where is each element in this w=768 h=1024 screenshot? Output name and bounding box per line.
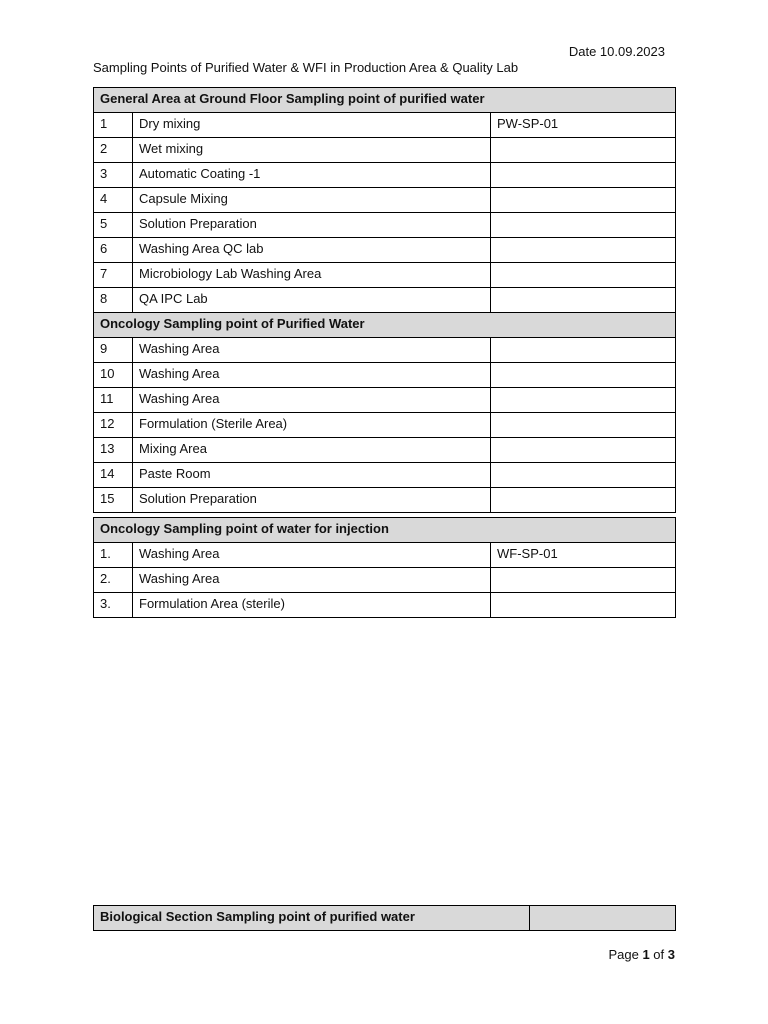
table-row xyxy=(94,163,676,188)
row-number-cell: 8 xyxy=(94,288,133,313)
sampling-code-cell xyxy=(491,488,676,513)
table-row xyxy=(94,488,676,513)
row-number-cell: 14 xyxy=(94,463,133,488)
area-name-cell: Automatic Coating -1 xyxy=(133,163,491,188)
table-row xyxy=(94,288,676,313)
area-name-cell: Formulation Area (sterile) xyxy=(133,593,491,618)
wfi-sampling-table xyxy=(93,517,676,618)
table-row xyxy=(94,568,676,593)
table-row xyxy=(94,138,676,163)
row-number-cell: 3 xyxy=(94,163,133,188)
table-section-header xyxy=(94,88,676,113)
table-section-header xyxy=(94,906,676,931)
table-row xyxy=(94,213,676,238)
sampling-code-cell xyxy=(491,263,676,288)
area-name-cell: Washing Area xyxy=(133,363,491,388)
area-name-cell: Mixing Area xyxy=(133,438,491,463)
area-name-cell: Washing Area xyxy=(133,338,491,363)
table-row xyxy=(94,463,676,488)
sampling-code-cell xyxy=(491,438,676,463)
row-number-cell: 2 xyxy=(94,138,133,163)
row-number-cell: 5 xyxy=(94,213,133,238)
row-number-cell: 2. xyxy=(94,568,133,593)
sampling-code-cell xyxy=(491,463,676,488)
area-name-cell: Wet mixing xyxy=(133,138,491,163)
table-row xyxy=(94,543,676,568)
area-name-cell: Washing Area QC lab xyxy=(133,238,491,263)
page-number: 1 xyxy=(642,947,650,962)
page-total: 3 xyxy=(667,947,675,962)
row-number-cell: 10 xyxy=(94,363,133,388)
purified-water-sampling-table xyxy=(93,87,676,513)
area-name-cell: Capsule Mixing xyxy=(133,188,491,213)
section-title-oncology-wfi: Oncology Sampling point of water for injection xyxy=(94,518,676,543)
area-name-cell: Washing Area xyxy=(133,568,491,593)
area-name-cell: Formulation (Sterile Area) xyxy=(133,413,491,438)
row-number-cell: 6 xyxy=(94,238,133,263)
sampling-code-cell xyxy=(491,138,676,163)
row-number-cell: 11 xyxy=(94,388,133,413)
section-title-general-area: General Area at Ground Floor Sampling point of purified water xyxy=(94,88,676,113)
table-row xyxy=(94,113,676,138)
table-row xyxy=(94,413,676,438)
table-row xyxy=(94,238,676,263)
row-number-cell: 13 xyxy=(94,438,133,463)
area-name-cell: QA IPC Lab xyxy=(133,288,491,313)
area-name-cell: Dry mixing xyxy=(133,113,491,138)
document-title: Sampling Points of Purified Water & WFI in Production Area & Quality Lab xyxy=(93,60,519,75)
table-row xyxy=(94,338,676,363)
sampling-code-cell xyxy=(491,238,676,263)
row-number-cell: 1 xyxy=(94,113,133,138)
table-cell-empty xyxy=(530,906,676,931)
sampling-code-cell: PW-SP-01 xyxy=(491,113,676,138)
sampling-code-cell: WF-SP-01 xyxy=(491,543,676,568)
sampling-code-cell xyxy=(491,363,676,388)
table-row xyxy=(94,188,676,213)
table-section-header xyxy=(94,518,676,543)
area-name-cell: Microbiology Lab Washing Area xyxy=(133,263,491,288)
area-name-cell: Paste Room xyxy=(133,463,491,488)
of-label: of xyxy=(653,947,665,962)
sampling-code-cell xyxy=(491,413,676,438)
document-date: Date 10.09.2023 xyxy=(568,44,665,59)
row-number-cell: 7 xyxy=(94,263,133,288)
sampling-code-cell xyxy=(491,188,676,213)
row-number-cell: 12 xyxy=(94,413,133,438)
area-name-cell: Solution Preparation xyxy=(133,213,491,238)
area-name-cell: Solution Preparation xyxy=(133,488,491,513)
section-title-oncology-purified: Oncology Sampling point of Purified Water xyxy=(94,313,676,338)
row-number-cell: 15 xyxy=(94,488,133,513)
table-row xyxy=(94,593,676,618)
sampling-code-cell xyxy=(491,388,676,413)
table-row xyxy=(94,438,676,463)
row-number-cell: 9 xyxy=(94,338,133,363)
page-label: Page xyxy=(608,947,639,962)
area-name-cell: Washing Area xyxy=(133,388,491,413)
sampling-code-cell xyxy=(491,593,676,618)
sampling-code-cell xyxy=(491,213,676,238)
row-number-cell: 3. xyxy=(94,593,133,618)
sampling-code-cell xyxy=(491,338,676,363)
area-name-cell: Washing Area xyxy=(133,543,491,568)
table-section-header xyxy=(94,313,676,338)
table-row xyxy=(94,388,676,413)
sampling-code-cell xyxy=(491,288,676,313)
table-row xyxy=(94,363,676,388)
section-title-biological: Biological Section Sampling point of purified water xyxy=(94,906,530,931)
page-footer xyxy=(608,947,675,962)
sampling-code-cell xyxy=(491,568,676,593)
sampling-code-cell xyxy=(491,163,676,188)
biological-section-table xyxy=(93,905,676,931)
table-row xyxy=(94,263,676,288)
row-number-cell: 1. xyxy=(94,543,133,568)
row-number-cell: 4 xyxy=(94,188,133,213)
